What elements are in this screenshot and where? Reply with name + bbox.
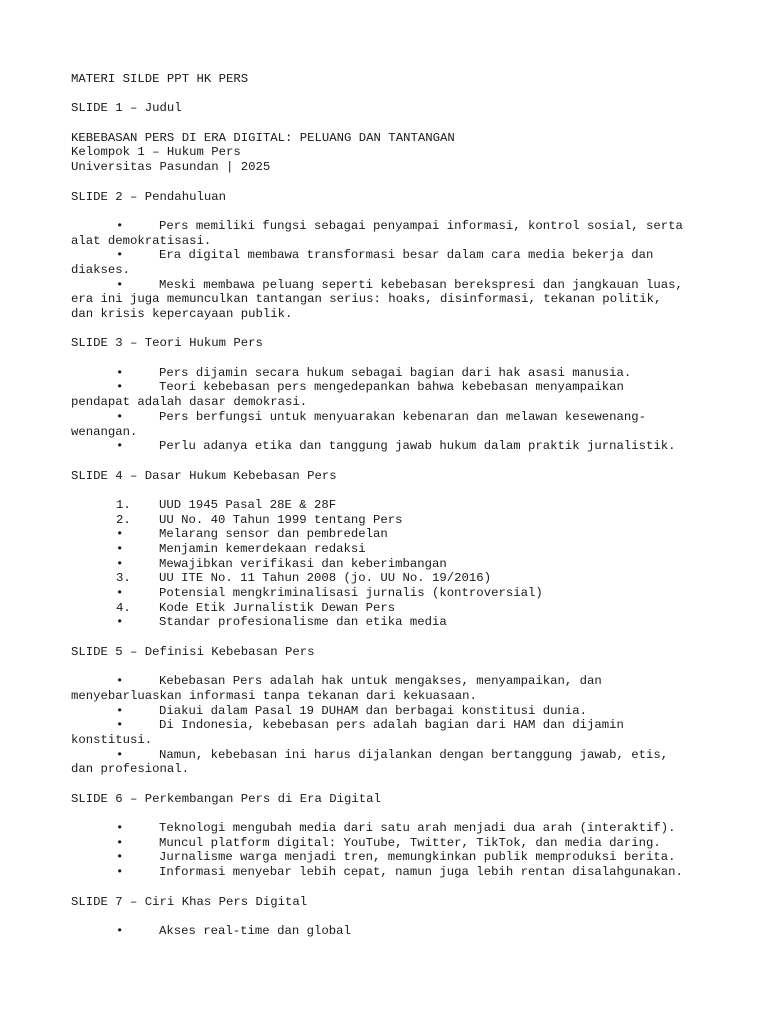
bullet-marker: •: [116, 923, 124, 938]
spacer: [71, 351, 711, 366]
paragraph-line: era ini juga memunculkan tantangan serius: hoaks, disinformasi, tekanan politik,: [71, 292, 662, 307]
list-item-text: Mewajibkan verifikasi dan keberimbangan: [159, 556, 447, 571]
list-item-text: Informasi menyebar lebih cepat, namun juga lebih rentan disalahgunakan.: [159, 865, 683, 880]
list-item-text: Di Indonesia, kebebasan pers adalah bagian dari HAM dan dijamin: [159, 718, 624, 733]
paragraph-line: alat demokratisasi.: [71, 233, 212, 248]
bullet-marker: •: [116, 248, 124, 263]
spacer: [71, 454, 711, 469]
paragraph-line: konstitusi.: [71, 732, 153, 747]
list-item-text: Akses real-time dan global: [159, 923, 351, 938]
list-item: [71, 586, 711, 601]
slide-heading: SLIDE 7 – Ciri Khas Pers Digital: [71, 894, 308, 909]
list-item: [71, 924, 711, 939]
paragraph-line: KEBEBASAN PERS DI ERA DIGITAL: PELUANG DAN TANTANGAN: [71, 130, 455, 145]
list-item: [71, 248, 711, 263]
list-item-text: Teknologi mengubah media dari satu arah menjadi dua arah (interaktif).: [159, 821, 676, 836]
paragraph-line: Kelompok 1 – Hukum Pers: [71, 145, 241, 160]
list-item-text: Standar profesionalisme dan etika media: [159, 615, 447, 630]
paragraph-line: dan krisis kepercayaan publik.: [71, 307, 293, 321]
list-item-text: UUD 1945 Pasal 28E & 28F: [159, 497, 337, 512]
list-item-text: UU ITE No. 11 Tahun 2008 (jo. UU No. 19/2016): [159, 571, 492, 586]
slide-heading: SLIDE 5 – Definisi Kebebasan Pers: [71, 644, 315, 659]
bullet-marker: •: [116, 365, 124, 380]
spacer: [71, 204, 711, 219]
list-item-text: Perlu adanya etika dan tanggung jawab hukum dalam praktik jurnalistik.: [159, 439, 676, 454]
bullet-marker: •: [116, 615, 124, 630]
list-item-text: Jurnalisme warga menjadi tren, memungkinkan publik memproduksi berita.: [159, 850, 676, 865]
list-item: [71, 865, 711, 880]
bullet-marker: •: [116, 380, 124, 395]
list-item: [71, 439, 711, 454]
paragraph-line: dan profesional.: [71, 762, 190, 777]
slide-heading: SLIDE 4 – Dasar Hukum Kebebasan Pers: [71, 468, 337, 483]
list-item: [71, 527, 711, 542]
list-item: [71, 836, 711, 851]
list-item: [71, 674, 711, 689]
spacer: [71, 660, 711, 675]
list-item: [71, 366, 711, 381]
bullet-marker: •: [116, 527, 124, 542]
slide-heading: SLIDE 2 – Pendahuluan: [71, 189, 226, 204]
number-marker: 2.: [116, 512, 131, 527]
bullet-marker: •: [116, 218, 124, 233]
bullet-marker: •: [116, 409, 124, 424]
paragraph-line: diakses.: [71, 262, 131, 277]
list-item-text: Kode Etik Jurnalistik Dewan Pers: [159, 600, 396, 615]
spacer: [71, 87, 711, 102]
slide-heading: SLIDE 3 – Teori Hukum Pers: [71, 336, 263, 351]
list-item: [71, 615, 711, 630]
bullet-marker: •: [116, 439, 124, 454]
paragraph-line: pendapat adalah dasar demokrasi.: [71, 395, 308, 410]
list-item: [71, 219, 711, 234]
list-item-text: Meski membawa peluang seperti kebebasan berekspresi dan jangkauan luas,: [159, 277, 683, 292]
list-item-text: Kebebasan Pers adalah hak untuk mengakses, menyampaikan, dan: [159, 674, 602, 689]
list-item-text: Potensial mengkriminalisasi jurnalis (kontroversial): [159, 586, 543, 601]
list-item: [71, 498, 711, 513]
list-item-text: UU No. 40 Tahun 1999 tentang Pers: [159, 512, 403, 527]
list-item: [71, 718, 711, 733]
list-item-text: Namun, kebebasan ini harus dijalankan dengan bertanggung jawab, etis,: [159, 747, 669, 762]
number-marker: 1.: [116, 497, 131, 512]
bullet-marker: •: [116, 542, 124, 556]
list-item: [71, 748, 711, 763]
list-item-text: Pers memiliki fungsi sebagai penyampai informasi, kontrol sosial, serta: [159, 218, 683, 233]
bullet-marker: •: [116, 865, 124, 880]
list-item: [71, 601, 711, 616]
list-item-text: Diakui dalam Pasal 19 DUHAM dan berbagai konstitusi dunia.: [159, 703, 588, 718]
paragraph-line: wenangan.: [71, 424, 138, 439]
bullet-marker: •: [116, 850, 124, 865]
document-page: [71, 72, 711, 939]
document-body: [71, 101, 711, 938]
paragraph-line: menyebarluaskan informasi tanpa tekanan dari kekuasaan.: [71, 688, 477, 703]
number-marker: 3.: [116, 571, 131, 586]
bullet-marker: •: [116, 718, 124, 733]
spacer: [71, 806, 711, 821]
list-item: [71, 513, 711, 528]
list-item: [71, 542, 711, 557]
list-item: [71, 704, 711, 719]
bullet-marker: •: [116, 747, 124, 762]
list-item: [71, 278, 711, 293]
document-title: MATERI SILDE PPT HK PERS: [71, 72, 249, 86]
list-item: [71, 821, 711, 836]
list-item-text: Muncul platform digital: YouTube, Twitter, TikTok, dan media daring.: [159, 835, 661, 850]
spacer: [71, 880, 711, 895]
list-item-text: Era digital membawa transformasi besar dalam cara media bekerja dan: [159, 248, 654, 263]
spacer: [71, 175, 711, 190]
number-marker: 4.: [116, 600, 131, 615]
spacer: [71, 777, 711, 792]
spacer: [71, 909, 711, 924]
bullet-marker: •: [116, 586, 124, 601]
bullet-marker: •: [116, 556, 124, 571]
bullet-marker: •: [116, 835, 124, 850]
spacer: [71, 322, 711, 337]
list-item-text: Melarang sensor dan pembredelan: [159, 527, 388, 542]
spacer: [71, 116, 711, 131]
list-item-text: Pers dijamin secara hukum sebagai bagian dari hak asasi manusia.: [159, 365, 632, 380]
spacer: [71, 630, 711, 645]
list-item-text: Teori kebebasan pers mengedepankan bahwa kebebasan menyampaikan: [159, 380, 624, 395]
list-item: [71, 380, 711, 395]
bullet-marker: •: [116, 674, 124, 689]
list-item-text: Menjamin kemerdekaan redaksi: [159, 542, 366, 556]
bullet-marker: •: [116, 277, 124, 292]
slide-heading: SLIDE 6 – Perkembangan Pers di Era Digital: [71, 791, 381, 806]
bullet-marker: •: [116, 821, 124, 836]
list-item: [71, 557, 711, 572]
list-item: [71, 850, 711, 865]
slide-heading: SLIDE 1 – Judul: [71, 101, 182, 116]
spacer: [71, 483, 711, 498]
paragraph-line: Universitas Pasundan | 2025: [71, 160, 271, 175]
bullet-marker: •: [116, 703, 124, 718]
list-item: [71, 571, 711, 586]
list-item: [71, 410, 711, 425]
list-item-text: Pers berfungsi untuk menyuarakan kebenaran dan melawan kesewenang-: [159, 409, 647, 424]
